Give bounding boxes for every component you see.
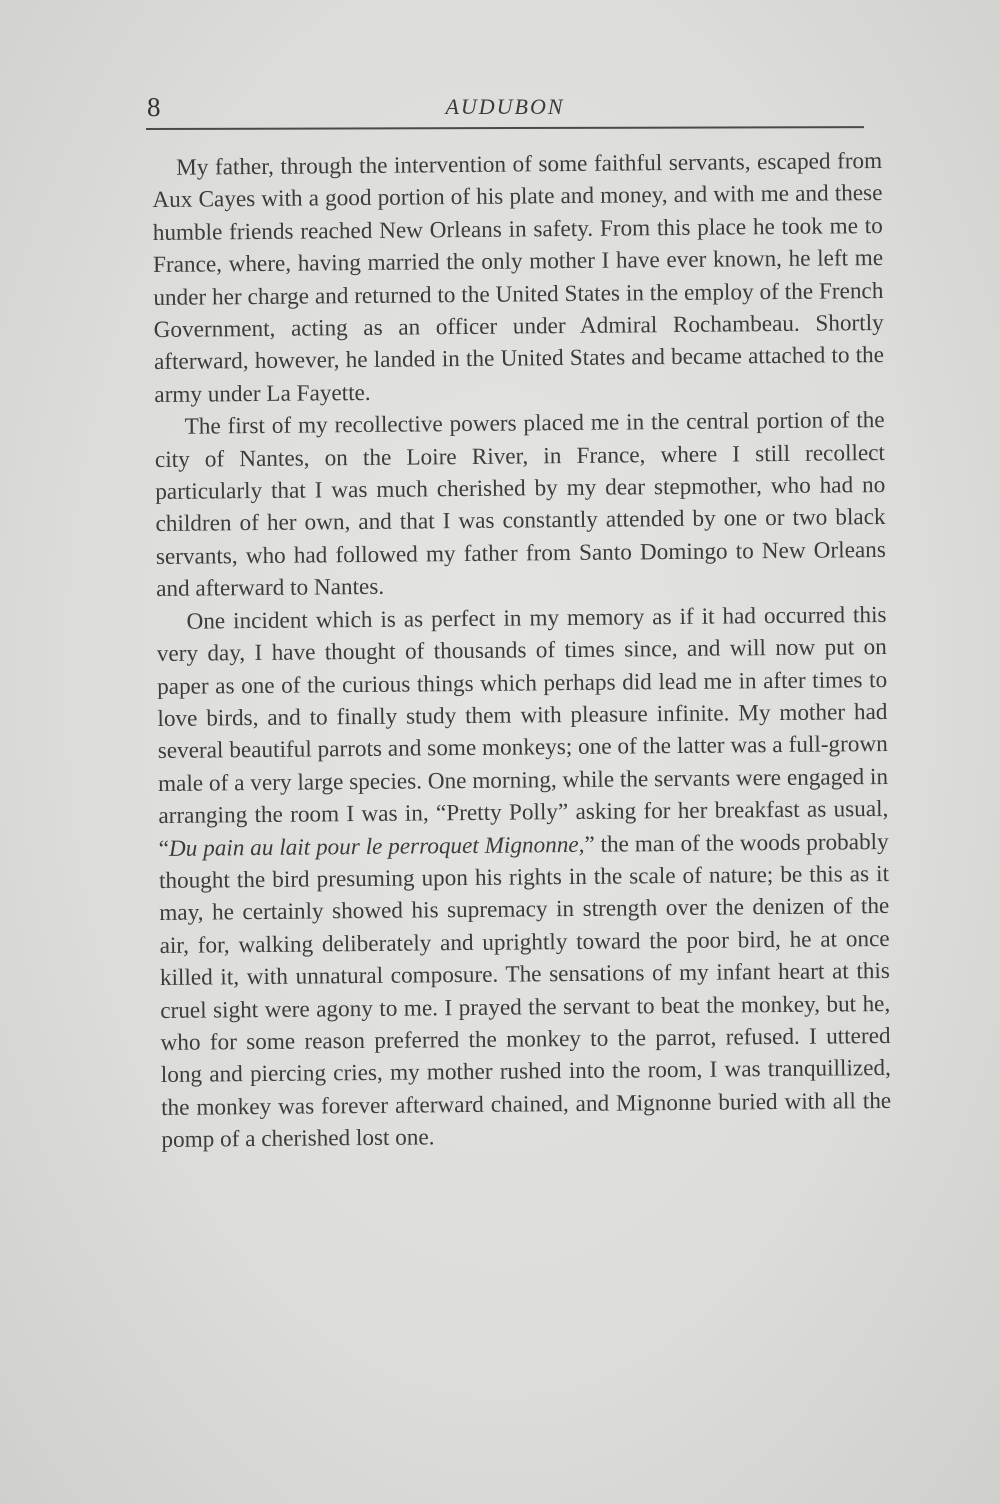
running-title: AUDUBON xyxy=(445,94,565,119)
paragraph-3-before-quote: One incident which is as perfect in my memory as if it had occurred this very day, I have thought of thousands of times since, and will now put on paper as one of the curious things which perhaps did lead me in after times to love birds, and to finally study them with pleasure infinite. My mother had several beautiful parrots and some monkeys; one of the latter was a full-grown male of a very large species. One morning, while the servants were engaged in arranging the room I was in, “Pretty Polly” asking for her breakfast as usual, “ xyxy=(156,601,889,862)
body-text xyxy=(152,145,892,1157)
french-quote: Du pain au lait pour le perroquet Mignonne, xyxy=(168,831,585,862)
paragraph-2: The first of my recollective powers placed me in the central portion of the city of Nantes, on the Loire River, in France, where I still recollect particularly that I was much cherished by my dear stepmother, who had no children of her own, and that I was constantly attended by one or two black servants, who had followed my father from Santo Domingo to New Orleans and afterward to Nantes. xyxy=(154,407,886,603)
page-number: 8 xyxy=(147,92,161,122)
paragraph-3-after-quote: ” the man of the woods probably thought the bird presuming upon his rights in the scale of nature; be this as it may, he certainly showed his supremacy in strength over the denizen of the air, for, walking deliberately and uprightly toward the poor bird, he at once killed it, with unnatural composure. The sensations of my infant heart at this cruel sight were agony to me. I prayed the servant to beat the monkey, but he, who for some reason preferred the monkey to the parrot, refused. I uttered long and piercing cries, my mother rushed into the room, I was tranquillized, the monkey was forever afterward chained, and Mignonne buried with all the pomp of a cherished lost one. xyxy=(158,828,892,1154)
paragraph-3 xyxy=(156,599,891,1157)
paragraph-1: My father, through the intervention of some faithful servants, escaped from Aux Cayes with a good portion of his plate and money, and with me and these humble friends reached New Orleans in safety. From this place he took me to France, where, having married the only mother I have ever known, he left me under her charge and returned to the United States in the employ of the French Government, acting as an officer under Admiral Rochambeau. Shortly afterward, however, he landed in the United States and became attached to the army under La Fayette. xyxy=(152,147,885,408)
